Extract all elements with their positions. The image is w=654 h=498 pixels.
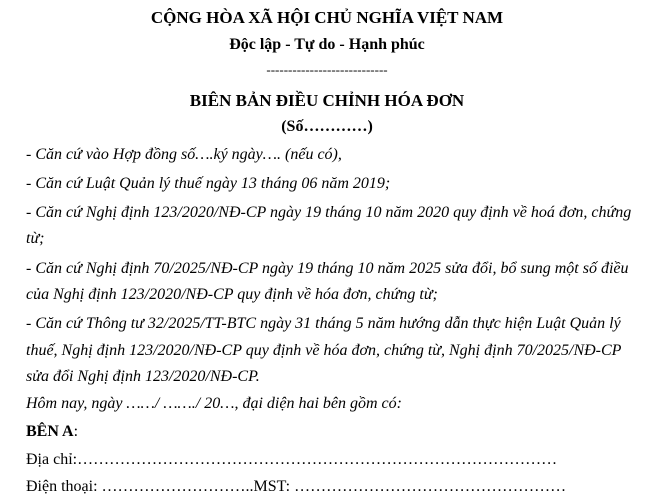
heading-divider: ---------------------------- bbox=[266, 62, 388, 77]
party-a-address: Địa chỉ:……………………………………………………………………………… bbox=[26, 451, 558, 468]
basis-tax-law: - Căn cứ Luật Quản lý thuế ngày 13 tháng 06 năm 2019; bbox=[26, 175, 391, 192]
today-statement: Hôm nay, ngày ……/ ……./ 20…, đại diện hai bên gồm có: bbox=[26, 395, 402, 412]
basis-circular-line1: - Căn cứ Thông tư 32/2025/TT-BTC ngày 31 tháng 5 năm hướng dẫn thực hiện Luật Quản lý bbox=[26, 315, 621, 332]
basis-decree-70-line1: - Căn cứ Nghị định 70/2025/NĐ-CP ngày 19 tháng 10 năm 2025 sửa đổi, bổ sung một số điều bbox=[26, 260, 629, 277]
document-title: BIÊN BẢN ĐIỀU CHỈNH HÓA ĐƠN bbox=[189, 91, 465, 110]
document-number: (Số…………) bbox=[281, 118, 373, 135]
country-heading: CỘNG HÒA XÃ HỘI CHỦ NGHĨA VIỆT NAM bbox=[150, 8, 504, 27]
party-a-label: BÊN A bbox=[26, 423, 74, 440]
party-a-heading bbox=[26, 423, 78, 441]
party-a-phone-tax-code: Điện thoại: ………………………..MST: …………………………………………… bbox=[26, 478, 567, 495]
basis-decree-70-line2: của Nghị định 123/2020/NĐ-CP quy định về hóa đơn, chứng từ; bbox=[26, 286, 438, 303]
basis-circular-line2: thuế, Nghị định 123/2020/NĐ-CP quy định về hóa đơn, chứng từ, Nghị định 70/2025/NĐ-CP bbox=[26, 342, 622, 359]
party-a-colon: : bbox=[73, 423, 79, 440]
basis-circular-line3: sửa đổi Nghị định 123/2020/NĐ-CP. bbox=[26, 368, 260, 385]
motto: Độc lập - Tự do - Hạnh phúc bbox=[229, 36, 425, 53]
basis-decree-123-line1: - Căn cứ Nghị định 123/2020/NĐ-CP ngày 19 tháng 10 năm 2020 quy định về hoá đơn, chứng bbox=[26, 204, 632, 221]
basis-contract: - Căn cứ vào Hợp đồng số….ký ngày…. (nếu có), bbox=[26, 146, 342, 163]
basis-decree-123-line2: từ; bbox=[26, 230, 45, 247]
